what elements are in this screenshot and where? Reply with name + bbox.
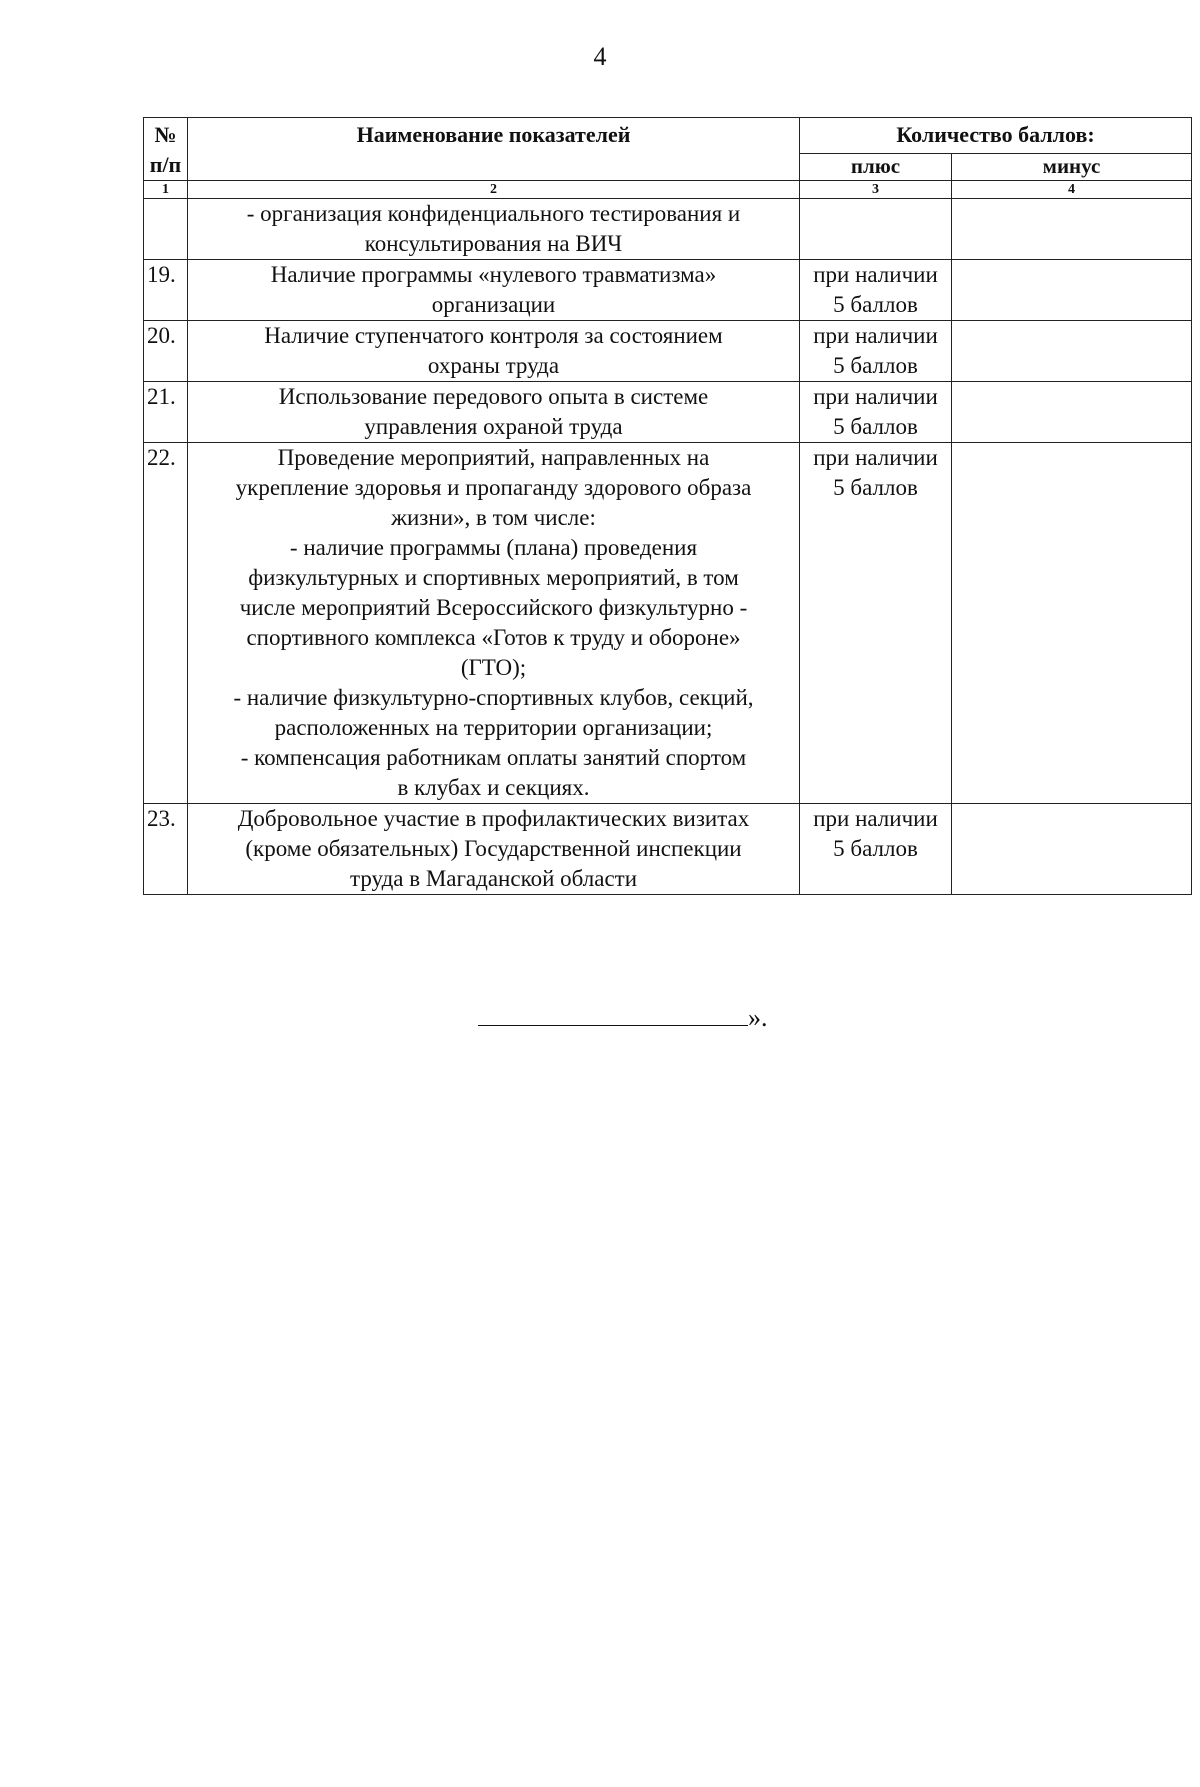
- indicator-name-line: - наличие физкультурно-спортивных клубов, секций,: [233, 685, 754, 710]
- row-number: [144, 199, 188, 260]
- plus-score: [800, 443, 952, 804]
- indicator-name-line: управления охраной труда: [364, 414, 623, 439]
- plus-score-line: при наличии: [813, 445, 938, 470]
- indicator-name-line: - компенсация работникам оплаты занятий спортом: [240, 745, 747, 770]
- header-num: [144, 118, 188, 181]
- table-body: [144, 199, 1192, 895]
- indicator-name-line: труда в Магаданской области: [349, 866, 638, 891]
- minus-score: [952, 199, 1192, 260]
- header-plus: плюс: [800, 153, 952, 180]
- row-number: 21.: [144, 382, 188, 443]
- table-row: [144, 804, 1192, 895]
- plus-score-line: при наличии: [813, 262, 938, 287]
- header-name: Наименование показателей: [188, 118, 800, 181]
- plus-score-line: 5 баллов: [833, 836, 918, 861]
- plus-score: [800, 199, 952, 260]
- indicator-name-line: (ГТО);: [460, 655, 527, 680]
- indicator-name-line: Наличие ступенчатого контроля за состоянием: [264, 323, 723, 348]
- indicator-name-line: Использование передового опыта в системе: [278, 384, 709, 409]
- indicator-name-line: - организация конфиденциального тестирования и: [246, 201, 741, 226]
- plus-score-line: при наличии: [813, 384, 938, 409]
- indicator-name: [188, 260, 800, 321]
- column-number: 1: [144, 181, 188, 199]
- plus-score: [800, 260, 952, 321]
- header-num-line1: №: [154, 122, 177, 147]
- table-row: [144, 260, 1192, 321]
- column-number: 4: [952, 181, 1192, 199]
- minus-score: [952, 443, 1192, 804]
- column-number: 2: [188, 181, 800, 199]
- row-number: 23.: [144, 804, 188, 895]
- indicator-name: [188, 321, 800, 382]
- plus-score: [800, 804, 952, 895]
- indicator-name-line: Наличие программы «нулевого травматизма»: [270, 262, 717, 287]
- signature-underline: [478, 1003, 748, 1026]
- table-row: [144, 443, 1192, 804]
- indicator-name-line: расположенных на территории организации;: [274, 715, 713, 740]
- indicator-name: [188, 199, 800, 260]
- closing-line: [478, 1003, 768, 1033]
- minus-score: [952, 382, 1192, 443]
- column-number-row: [144, 181, 1192, 199]
- indicator-name: [188, 382, 800, 443]
- indicator-name-line: числе мероприятий Всероссийского физкультурно -: [239, 595, 748, 620]
- indicator-name-line: (кроме обязательных) Государственной инспекции: [245, 836, 742, 861]
- closing-mark: ».: [748, 1003, 768, 1032]
- minus-score: [952, 804, 1192, 895]
- plus-score-line: 5 баллов: [833, 353, 918, 378]
- table-row: [144, 199, 1192, 260]
- table-row: [144, 321, 1192, 382]
- indicator-name-line: в клубах и секциях.: [397, 775, 590, 800]
- row-number: 20.: [144, 321, 188, 382]
- row-number: 19.: [144, 260, 188, 321]
- indicator-name: [188, 804, 800, 895]
- indicator-name-line: Добровольное участие в профилактических визитах: [237, 806, 750, 831]
- header-row-top: [144, 118, 1192, 154]
- score-table: [143, 117, 1192, 895]
- minus-score: [952, 260, 1192, 321]
- indicator-name-line: консультирования на ВИЧ: [364, 231, 623, 256]
- indicator-name: [188, 443, 800, 804]
- page-number: 4: [593, 42, 607, 71]
- header-num-line2: п/п: [149, 152, 182, 177]
- plus-score: [800, 382, 952, 443]
- plus-score: [800, 321, 952, 382]
- indicator-name-line: Проведение мероприятий, направленных на: [277, 445, 710, 470]
- column-number: 3: [800, 181, 952, 199]
- indicator-name-line: охраны труда: [427, 353, 560, 378]
- plus-score-line: при наличии: [813, 806, 938, 831]
- plus-score-line: при наличии: [813, 323, 938, 348]
- indicator-name-line: спортивного комплекса «Готов к труду и обороне»: [246, 625, 741, 650]
- indicator-name-line: физкультурных и спортивных мероприятий, в том: [248, 565, 739, 590]
- header-score: Количество баллов:: [800, 118, 1192, 154]
- table-row: [144, 382, 1192, 443]
- indicator-name-line: жизни», в том числе:: [391, 505, 596, 530]
- indicator-name-line: укрепление здоровья и пропаганду здорового образа: [235, 475, 752, 500]
- row-number: 22.: [144, 443, 188, 804]
- header-minus: минус: [952, 153, 1192, 180]
- minus-score: [952, 321, 1192, 382]
- indicator-name-line: организации: [431, 292, 556, 317]
- indicator-name-line: - наличие программы (плана) проведения: [289, 535, 698, 560]
- plus-score-line: 5 баллов: [833, 414, 918, 439]
- plus-score-line: 5 баллов: [833, 475, 918, 500]
- plus-score-line: 5 баллов: [833, 292, 918, 317]
